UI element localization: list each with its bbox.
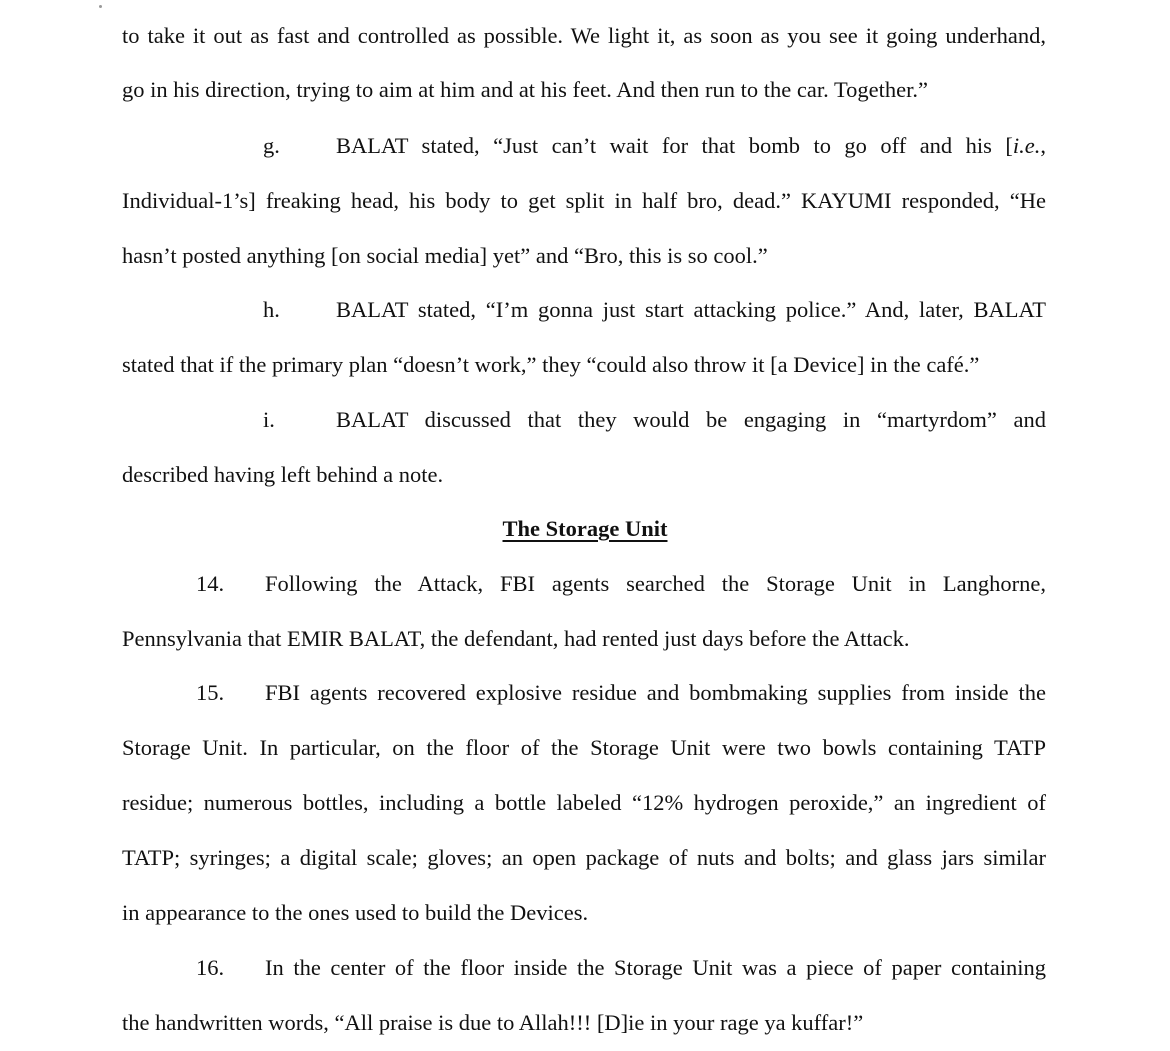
body-text-line: hasn’t posted anything [on social media] yet” and “Bro, this is so cool.”: [122, 243, 768, 268]
body-text-line: to take it out as fast and controlled as possible. We light it, as soon as you see it going underhand,: [122, 23, 1046, 48]
body-text-line: the handwritten words, “All praise is due to Allah!!! [D]ie in your rage ya kuffar!”: [122, 1010, 864, 1035]
scan-speck: [99, 5, 102, 8]
paragraph-15-line: FBI agents recovered explosive residue and bombmaking supplies from inside the: [265, 680, 1046, 705]
subparagraph-marker-h: h.: [263, 297, 280, 322]
body-text-line: Storage Unit. In particular, on the floor of the Storage Unit were two bowls containing TATP: [122, 735, 1046, 760]
body-text-line: stated that if the primary plan “doesn’t work,” they “could also throw it [a Device] in the café.”: [122, 352, 980, 377]
paragraph-number-15: 15.: [196, 680, 225, 705]
subparagraph-marker-g: g.: [263, 133, 280, 158]
italic-abbreviation: i.e.: [1012, 133, 1041, 158]
section-heading: The Storage Unit: [502, 516, 668, 541]
paragraph-number-16: 16.: [196, 955, 225, 980]
body-text-line: residue; numerous bottles, including a bottle labeled “12% hydrogen peroxide,” an ingredient of: [122, 790, 1046, 815]
subparagraph-h-line: BALAT stated, “I’m gonna just start attacking police.” And, later, BALAT: [336, 297, 1046, 322]
subparagraph-g-line: [336, 131, 1046, 161]
subparagraph-i-line: BALAT discussed that they would be engaging in “martyrdom” and: [336, 407, 1046, 432]
body-text-line: in appearance to the ones used to build the Devices.: [122, 900, 589, 925]
body-text-line: Individual-1’s] freaking head, his body to get split in half bro, dead.” KAYUMI responded, “He: [122, 188, 1046, 213]
paragraph-number-14: 14.: [196, 571, 225, 596]
subparagraph-g-text: ,: [1040, 133, 1046, 158]
paragraph-16-line: In the center of the floor inside the Storage Unit was a piece of paper containing: [265, 955, 1046, 980]
subparagraph-g-text: BALAT stated, “Just can’t wait for that bomb to go off and his [: [336, 133, 1013, 158]
body-text-line: go in his direction, trying to aim at him and at his feet. And then run to the car. Together.”: [122, 77, 928, 102]
subparagraph-marker-i: i.: [263, 407, 275, 432]
body-text-line: described having left behind a note.: [122, 462, 444, 487]
paragraph-14-line: Following the Attack, FBI agents searched the Storage Unit in Langhorne,: [265, 571, 1046, 596]
body-text-line: TATP; syringes; a digital scale; gloves; an open package of nuts and bolts; and glass jars similar: [122, 845, 1046, 870]
body-text-line: Pennsylvania that EMIR BALAT, the defendant, had rented just days before the Attack.: [122, 626, 910, 651]
